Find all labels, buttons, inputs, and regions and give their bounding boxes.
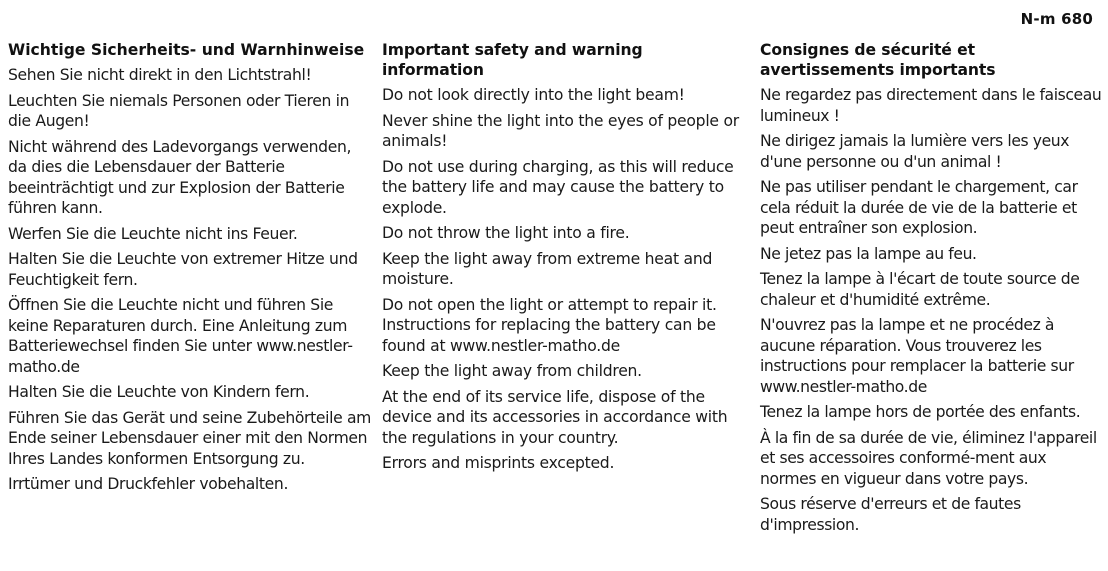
warning-paragraph: Halten Sie die Leuchte von extremer Hitze und Feuchtigkeit fern. <box>8 250 358 289</box>
warning-paragraph: Führen Sie das Gerät und seine Zubehörteile am Ende seiner Lebensdauer einer mit den Normen Ihres Landes konformen Entsorgung zu. <box>8 408 371 468</box>
warning-paragraph: Leuchten Sie niemals Personen oder Tieren in die Augen! <box>8 91 350 130</box>
warning-paragraph: N'ouvrez pas la lampe et ne procédez à aucune réparation. Vous trouverez les instructions pour remplacer la batterie sur www.nestler-matho.de <box>760 316 1074 396</box>
warning-paragraph: Do not open the light or attempt to repair it. Instructions for replacing the battery can be found at www.nestler-matho.de <box>382 295 717 355</box>
column-french <box>760 40 1104 540</box>
warning-paragraph: At the end of its service life, dispose of the device and its accessories in accordance with the regulations in your country. <box>382 387 728 447</box>
warning-paragraph: Ne jetez pas la lampe au feu. <box>760 244 977 263</box>
warning-paragraph: Never shine the light into the eyes of people or animals! <box>382 111 739 150</box>
warning-paragraph: À la fin de sa durée de vie, éliminez l'appareil et ses accessoires conformé-ment aux normes en vigueur dans votre pays. <box>760 428 1097 488</box>
warning-paragraph: Ne pas utiliser pendant le chargement, car cela réduit la durée de vie de la batterie et peut entraîner son explosion. <box>760 178 1078 237</box>
heading-english: Important safety and warning information <box>382 41 643 79</box>
disclaimer-paragraph: Sous réserve d'erreurs et de fautes d'impression. <box>760 495 1021 534</box>
warning-paragraph: Do not throw the light into a fire. <box>382 224 630 242</box>
disclaimer-paragraph: Irrtümer und Druckfehler vobehalten. <box>8 475 289 493</box>
warning-paragraph: Halten Sie die Leuchte von Kindern fern. <box>8 383 310 401</box>
warning-paragraph: Tenez la lampe à l'écart de toute source de chaleur et d'humidité extrême. <box>760 270 1080 309</box>
warning-paragraph: Do not use during charging, as this will reduce the battery life and may cause the battery to explode. <box>382 157 734 217</box>
warning-paragraph: Ne dirigez jamais la lumière vers les yeux d'une personne ou d'un animal ! <box>760 132 1070 171</box>
heading-german: Wichtige Sicherheits- und Warnhinweise <box>8 41 365 59</box>
column-english <box>382 40 744 479</box>
warning-paragraph: Ne regardez pas directement dans le faisceau lumineux ! <box>760 86 1102 125</box>
warning-paragraph: Do not look directly into the light beam! <box>382 86 685 104</box>
disclaimer-paragraph: Errors and misprints excepted. <box>382 454 615 472</box>
warning-paragraph: Keep the light away from children. <box>382 362 642 380</box>
warning-paragraph: Keep the light away from extreme heat and moisture. <box>382 249 713 288</box>
warning-paragraph: Werfen Sie die Leuchte nicht ins Feuer. <box>8 224 298 243</box>
heading-french: Consignes de sécurité et avertissements importants <box>760 41 996 79</box>
warning-paragraph: Nicht während des Ladevorgangs verwenden, da dies die Lebensdauer der Batterie beeinträchtigt und zur Explosion der Batterie führen kann. <box>8 137 352 217</box>
column-german <box>8 40 372 500</box>
model-number: N-m 680 <box>1020 10 1093 28</box>
warning-paragraph: Sehen Sie nicht direkt in den Lichtstrahl! <box>8 66 312 84</box>
warning-paragraph: Öffnen Sie die Leuchte nicht und führen Sie keine Reparaturen durch. Eine Anleitung zum Batteriewechsel finden Sie unter www.nestler-matho.de <box>8 296 353 376</box>
warning-paragraph: Tenez la lampe hors de portée des enfants. <box>760 403 1081 421</box>
